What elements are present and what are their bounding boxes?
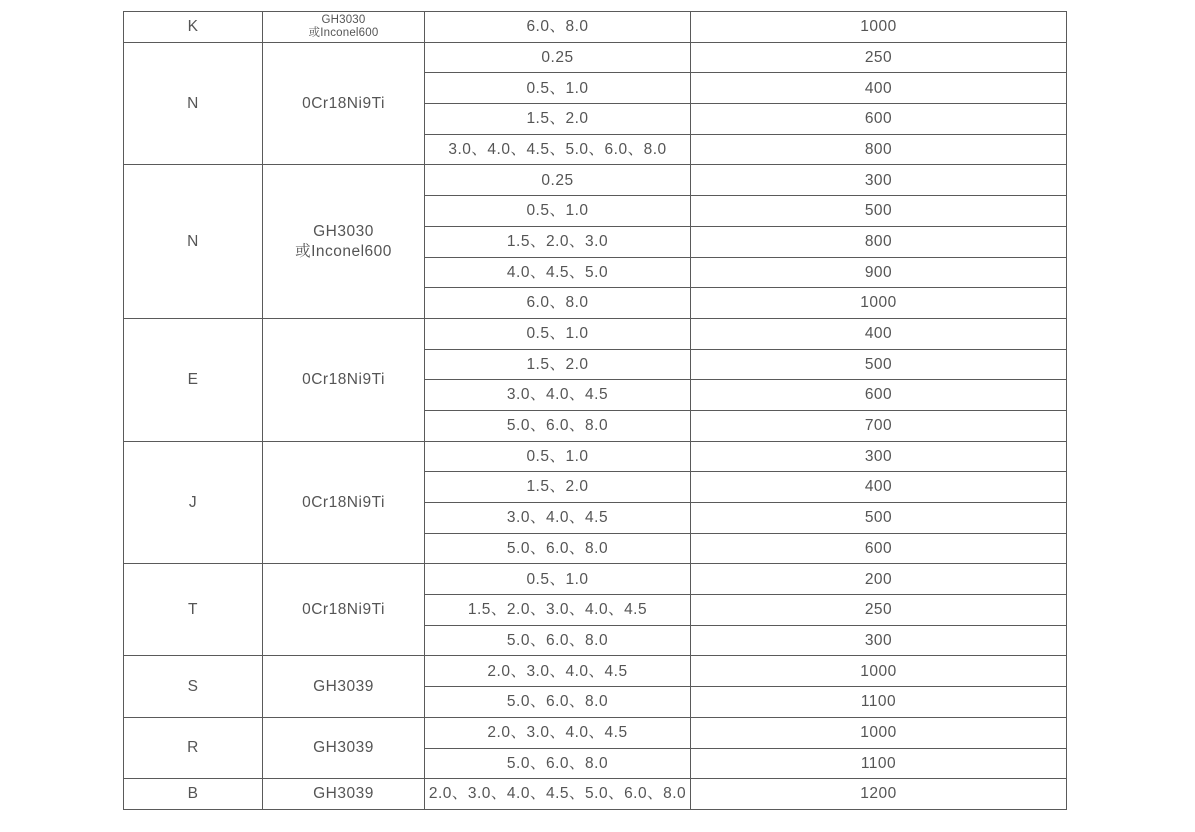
temperature-cell: 400 [691,472,1067,503]
diameter-cell: 2.0、3.0、4.0、4.5、5.0、6.0、8.0 [425,779,691,810]
temperature-cell: 800 [691,134,1067,165]
table-row [124,564,1067,595]
material-cell: GH3030 或Inconel600 [263,165,425,318]
temperature-cell: 600 [691,380,1067,411]
temperature-cell: 200 [691,564,1067,595]
diameter-cell: 3.0、4.0、4.5、5.0、6.0、8.0 [425,134,691,165]
temperature-cell: 500 [691,196,1067,227]
diameter-cell: 3.0、4.0、4.5 [425,380,691,411]
diameter-cell: 3.0、4.0、4.5 [425,503,691,534]
material-cell: GH3039 [263,656,425,717]
diameter-cell: 1.5、2.0 [425,472,691,503]
type-cell: T [124,564,263,656]
table-row [124,42,1067,73]
diameter-cell: 1.5、2.0 [425,349,691,380]
diameter-cell: 4.0、4.5、5.0 [425,257,691,288]
type-cell: K [124,12,263,43]
type-cell: N [124,42,263,165]
diameter-cell: 6.0、8.0 [425,288,691,319]
material-cell: 0Cr18Ni9Ti [263,441,425,564]
material-cell: 0Cr18Ni9Ti [263,42,425,165]
temperature-cell: 1100 [691,687,1067,718]
diameter-cell: 5.0、6.0、8.0 [425,533,691,564]
diameter-cell: 1.5、2.0、3.0、4.0、4.5 [425,595,691,626]
table-row [124,12,1067,43]
temperature-cell: 250 [691,42,1067,73]
diameter-cell: 5.0、6.0、8.0 [425,410,691,441]
diameter-cell: 5.0、6.0、8.0 [425,625,691,656]
diameter-cell: 5.0、6.0、8.0 [425,748,691,779]
temperature-cell: 600 [691,104,1067,135]
type-cell: B [124,779,263,810]
type-cell: N [124,165,263,318]
type-cell: R [124,717,263,778]
diameter-cell: 5.0、6.0、8.0 [425,687,691,718]
temperature-cell: 1200 [691,779,1067,810]
material-cell: GH3039 [263,717,425,778]
temperature-cell: 800 [691,226,1067,257]
spec-table-body [124,12,1067,810]
diameter-cell: 0.5、1.0 [425,196,691,227]
diameter-cell: 2.0、3.0、4.0、4.5 [425,717,691,748]
type-cell: J [124,441,263,564]
table-row [124,318,1067,349]
temperature-cell: 600 [691,533,1067,564]
diameter-cell: 0.5、1.0 [425,441,691,472]
temperature-cell: 1000 [691,717,1067,748]
type-cell: S [124,656,263,717]
temperature-cell: 1000 [691,12,1067,43]
table-row [124,779,1067,810]
material-cell: 0Cr18Ni9Ti [263,318,425,441]
diameter-cell: 0.25 [425,165,691,196]
temperature-cell: 900 [691,257,1067,288]
table-row [124,441,1067,472]
temperature-cell: 500 [691,503,1067,534]
table-row [124,656,1067,687]
temperature-cell: 300 [691,165,1067,196]
material-cell: GH3039 [263,779,425,810]
temperature-cell: 300 [691,441,1067,472]
temperature-cell: 1000 [691,288,1067,319]
table-row [124,717,1067,748]
diameter-cell: 0.5、1.0 [425,564,691,595]
diameter-cell: 1.5、2.0 [425,104,691,135]
diameter-cell: 0.5、1.0 [425,73,691,104]
table-row [124,165,1067,196]
temperature-cell: 700 [691,410,1067,441]
temperature-cell: 1100 [691,748,1067,779]
temperature-cell: 400 [691,318,1067,349]
spec-table [123,11,1067,810]
type-cell: E [124,318,263,441]
temperature-cell: 250 [691,595,1067,626]
temperature-cell: 500 [691,349,1067,380]
diameter-cell: 0.25 [425,42,691,73]
diameter-cell: 1.5、2.0、3.0 [425,226,691,257]
diameter-cell: 0.5、1.0 [425,318,691,349]
temperature-cell: 400 [691,73,1067,104]
temperature-cell: 1000 [691,656,1067,687]
material-cell: 0Cr18Ni9Ti [263,564,425,656]
temperature-cell: 300 [691,625,1067,656]
diameter-cell: 2.0、3.0、4.0、4.5 [425,656,691,687]
material-cell: GH3030 或Inconel600 [263,12,425,43]
diameter-cell: 6.0、8.0 [425,12,691,43]
